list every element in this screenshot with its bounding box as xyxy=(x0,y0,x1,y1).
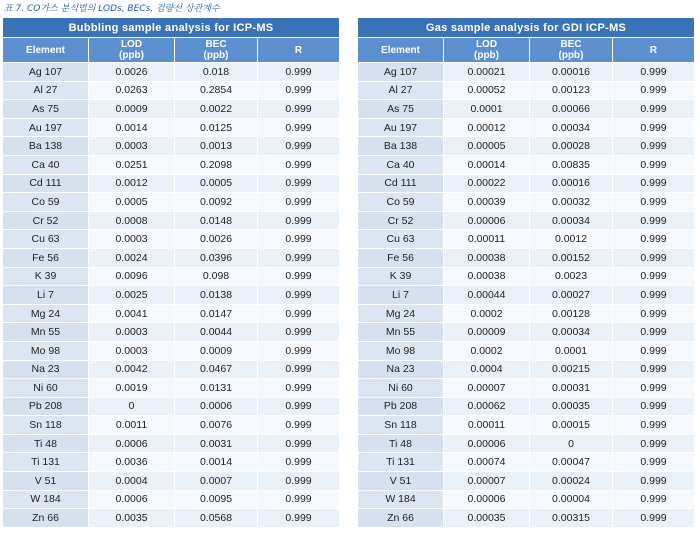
lod-cell: 0.0011 xyxy=(89,416,175,435)
lod-cell: 0 xyxy=(89,397,175,416)
table-row xyxy=(358,174,695,193)
r-cell: 0.999 xyxy=(258,286,340,305)
element-cell: W 184 xyxy=(3,490,89,509)
table-row xyxy=(3,155,340,174)
table-row xyxy=(3,286,340,305)
r-cell: 0.999 xyxy=(258,509,340,528)
bec-cell: 0.0007 xyxy=(175,472,258,491)
r-cell: 0.999 xyxy=(613,286,695,305)
lod-cell: 0.00011 xyxy=(444,230,530,249)
r-cell: 0.999 xyxy=(613,379,695,398)
header-label: LOD xyxy=(120,39,143,50)
table-row xyxy=(358,434,695,453)
r-cell: 0.999 xyxy=(258,81,340,100)
lod-cell: 0.0025 xyxy=(89,286,175,305)
r-cell: 0.999 xyxy=(258,267,340,286)
table-row xyxy=(358,360,695,379)
bec-cell: 0.00004 xyxy=(530,490,613,509)
bec-cell: 0.0467 xyxy=(175,360,258,379)
lod-cell: 0.0014 xyxy=(89,118,175,137)
lod-cell: 0.00014 xyxy=(444,155,530,174)
element-cell: As 75 xyxy=(3,100,89,119)
bec-cell: 0.0076 xyxy=(175,416,258,435)
lod-cell: 0.0024 xyxy=(89,248,175,267)
bec-cell: 0.0148 xyxy=(175,211,258,230)
lod-cell: 0.0035 xyxy=(89,509,175,528)
table-row xyxy=(358,397,695,416)
element-cell: V 51 xyxy=(3,472,89,491)
table-row xyxy=(358,211,695,230)
table-title: Bubbling sample analysis for ICP-MS xyxy=(3,18,340,38)
lod-cell: 0.0002 xyxy=(444,304,530,323)
bec-cell: 0.00066 xyxy=(530,100,613,119)
element-cell: Mn 55 xyxy=(3,323,89,342)
lod-cell: 0.00012 xyxy=(444,118,530,137)
r-cell: 0.999 xyxy=(613,304,695,323)
table-row xyxy=(3,490,340,509)
table-row xyxy=(3,63,340,82)
bec-cell: 0.0014 xyxy=(175,453,258,472)
header-unit: (ppb) xyxy=(203,50,229,61)
bec-cell: 0.00015 xyxy=(530,416,613,435)
header-unit: (ppb) xyxy=(119,50,144,61)
table-row xyxy=(358,341,695,360)
r-cell: 0.999 xyxy=(258,397,340,416)
bec-cell: 0.0095 xyxy=(175,490,258,509)
bec-cell: 0.00034 xyxy=(530,118,613,137)
element-cell: Cu 63 xyxy=(3,230,89,249)
table-caption: 표 7. CO가스 분석법의 LODs, BECs, 검량선 상관계수 xyxy=(4,4,220,14)
element-cell: Ba 138 xyxy=(3,137,89,156)
table-row xyxy=(358,100,695,119)
element-cell: Li 7 xyxy=(358,286,444,305)
r-cell: 0.999 xyxy=(613,118,695,137)
lod-cell: 0.00022 xyxy=(444,174,530,193)
element-cell: Ti 48 xyxy=(358,434,444,453)
element-cell: Na 23 xyxy=(358,360,444,379)
table-row xyxy=(358,379,695,398)
element-cell: Sn 118 xyxy=(3,416,89,435)
element-cell: Ni 60 xyxy=(3,379,89,398)
r-cell: 0.999 xyxy=(613,81,695,100)
r-cell: 0.999 xyxy=(613,230,695,249)
table-row xyxy=(3,118,340,137)
element-cell: Zn 66 xyxy=(3,509,89,528)
r-cell: 0.999 xyxy=(258,248,340,267)
lod-cell: 0.0005 xyxy=(89,193,175,212)
lod-cell: 0.0006 xyxy=(89,490,175,509)
table-row xyxy=(3,248,340,267)
r-cell: 0.999 xyxy=(613,341,695,360)
bec-cell: 0.00032 xyxy=(530,193,613,212)
lod-cell: 0.00035 xyxy=(444,509,530,528)
table-row xyxy=(358,248,695,267)
bec-cell: 0.00835 xyxy=(530,155,613,174)
column-header-r: R xyxy=(613,38,695,63)
r-cell: 0.999 xyxy=(258,453,340,472)
table-row xyxy=(3,323,340,342)
lod-cell: 0.00007 xyxy=(444,472,530,491)
r-cell: 0.999 xyxy=(613,267,695,286)
lod-cell: 0.0001 xyxy=(444,100,530,119)
bec-cell: 0.00128 xyxy=(530,304,613,323)
element-cell: Co 59 xyxy=(358,193,444,212)
lod-cell: 0.00005 xyxy=(444,137,530,156)
r-cell: 0.999 xyxy=(258,323,340,342)
table-row xyxy=(3,509,340,528)
table-row xyxy=(358,63,695,82)
r-cell: 0.999 xyxy=(258,304,340,323)
lod-cell: 0.00038 xyxy=(444,267,530,286)
lod-cell: 0.0006 xyxy=(89,434,175,453)
element-cell: Al 27 xyxy=(358,81,444,100)
lod-cell: 0.00038 xyxy=(444,248,530,267)
bec-cell: 0.0031 xyxy=(175,434,258,453)
element-cell: Mo 98 xyxy=(358,341,444,360)
r-cell: 0.999 xyxy=(613,434,695,453)
r-cell: 0.999 xyxy=(613,397,695,416)
column-header-r: R xyxy=(258,38,340,63)
element-cell: Cr 52 xyxy=(358,211,444,230)
bec-cell: 0.0131 xyxy=(175,379,258,398)
element-cell: Co 59 xyxy=(3,193,89,212)
element-cell: Ti 48 xyxy=(3,434,89,453)
table-row xyxy=(3,211,340,230)
column-header-bec xyxy=(175,38,258,63)
element-cell: Ti 131 xyxy=(358,453,444,472)
element-cell: K 39 xyxy=(358,267,444,286)
table-row xyxy=(358,118,695,137)
lod-cell: 0.0003 xyxy=(89,230,175,249)
table-row xyxy=(3,267,340,286)
table-row xyxy=(358,304,695,323)
lod-cell: 0.0004 xyxy=(89,472,175,491)
lod-cell: 0.0008 xyxy=(89,211,175,230)
element-cell: Mg 24 xyxy=(358,304,444,323)
column-header-element: Element xyxy=(358,38,444,63)
r-cell: 0.999 xyxy=(258,379,340,398)
element-cell: Mn 55 xyxy=(358,323,444,342)
lod-cell: 0.00007 xyxy=(444,379,530,398)
lod-cell: 0.0026 xyxy=(89,63,175,82)
r-cell: 0.999 xyxy=(258,341,340,360)
bec-cell: 0.2098 xyxy=(175,155,258,174)
element-cell: Pb 208 xyxy=(358,397,444,416)
element-cell: Cr 52 xyxy=(3,211,89,230)
bec-cell: 0.0022 xyxy=(175,100,258,119)
lod-cell: 0.0004 xyxy=(444,360,530,379)
table-row xyxy=(3,397,340,416)
r-cell: 0.999 xyxy=(258,155,340,174)
table-row xyxy=(3,174,340,193)
r-cell: 0.999 xyxy=(258,63,340,82)
lod-cell: 0.00009 xyxy=(444,323,530,342)
table-title: Gas sample analysis for GDI ICP-MS xyxy=(358,18,695,38)
table-row xyxy=(3,434,340,453)
element-cell: Ca 40 xyxy=(358,155,444,174)
bec-cell: 0.00034 xyxy=(530,211,613,230)
lod-cell: 0.00039 xyxy=(444,193,530,212)
lod-cell: 0.00062 xyxy=(444,397,530,416)
r-cell: 0.999 xyxy=(613,100,695,119)
r-cell: 0.999 xyxy=(258,137,340,156)
column-header-element: Element xyxy=(3,38,89,63)
element-cell: Mo 98 xyxy=(3,341,89,360)
bec-cell: 0 xyxy=(530,434,613,453)
bec-cell: 0.00016 xyxy=(530,63,613,82)
header-label: BEC xyxy=(560,39,582,50)
bubbling-table xyxy=(2,17,340,528)
element-cell: W 184 xyxy=(358,490,444,509)
bec-cell: 0.018 xyxy=(175,63,258,82)
bec-cell: 0.0026 xyxy=(175,230,258,249)
lod-cell: 0.00074 xyxy=(444,453,530,472)
bec-cell: 0.0005 xyxy=(175,174,258,193)
bec-cell: 0.2854 xyxy=(175,81,258,100)
table-row xyxy=(3,360,340,379)
table-row xyxy=(3,81,340,100)
element-cell: Ag 107 xyxy=(358,63,444,82)
bec-cell: 0.0006 xyxy=(175,397,258,416)
lod-cell: 0.00006 xyxy=(444,211,530,230)
lod-cell: 0.0003 xyxy=(89,341,175,360)
element-cell: Al 27 xyxy=(3,81,89,100)
r-cell: 0.999 xyxy=(613,323,695,342)
r-cell: 0.999 xyxy=(613,193,695,212)
bec-cell: 0.00028 xyxy=(530,137,613,156)
element-cell: Zn 66 xyxy=(358,509,444,528)
table-body xyxy=(358,63,695,528)
table-row xyxy=(3,472,340,491)
r-cell: 0.999 xyxy=(258,118,340,137)
header-unit: (ppb) xyxy=(558,50,584,61)
element-cell: Au 197 xyxy=(3,118,89,137)
table-row xyxy=(358,267,695,286)
lod-cell: 0.0251 xyxy=(89,155,175,174)
table-row xyxy=(358,472,695,491)
r-cell: 0.999 xyxy=(258,230,340,249)
bec-cell: 0.0044 xyxy=(175,323,258,342)
bec-cell: 0.00016 xyxy=(530,174,613,193)
r-cell: 0.999 xyxy=(613,155,695,174)
lod-cell: 0.0003 xyxy=(89,137,175,156)
lod-cell: 0.0012 xyxy=(89,174,175,193)
bec-cell: 0.0092 xyxy=(175,193,258,212)
bec-cell: 0.0138 xyxy=(175,286,258,305)
element-cell: K 39 xyxy=(3,267,89,286)
table-row xyxy=(3,137,340,156)
element-cell: Au 197 xyxy=(358,118,444,137)
gas-table xyxy=(357,17,695,528)
bec-cell: 0.0023 xyxy=(530,267,613,286)
bec-cell: 0.00152 xyxy=(530,248,613,267)
r-cell: 0.999 xyxy=(613,63,695,82)
lod-cell: 0.0003 xyxy=(89,323,175,342)
bec-cell: 0.00315 xyxy=(530,509,613,528)
bec-cell: 0.00034 xyxy=(530,323,613,342)
lod-cell: 0.00006 xyxy=(444,434,530,453)
r-cell: 0.999 xyxy=(613,509,695,528)
table-row xyxy=(358,81,695,100)
lod-cell: 0.0036 xyxy=(89,453,175,472)
table-row xyxy=(3,453,340,472)
bec-cell: 0.0396 xyxy=(175,248,258,267)
element-cell: Ca 40 xyxy=(3,155,89,174)
bec-cell: 0.0012 xyxy=(530,230,613,249)
bec-cell: 0.00047 xyxy=(530,453,613,472)
column-header-lod xyxy=(89,38,175,63)
table-row xyxy=(358,453,695,472)
table-row xyxy=(3,230,340,249)
element-cell: Cu 63 xyxy=(358,230,444,249)
table-row xyxy=(358,490,695,509)
element-cell: Fe 56 xyxy=(358,248,444,267)
element-cell: V 51 xyxy=(358,472,444,491)
lod-cell: 0.0009 xyxy=(89,100,175,119)
element-cell: Pb 208 xyxy=(3,397,89,416)
r-cell: 0.999 xyxy=(258,434,340,453)
r-cell: 0.999 xyxy=(258,490,340,509)
table-row xyxy=(3,304,340,323)
element-cell: Li 7 xyxy=(3,286,89,305)
element-cell: Cd 111 xyxy=(358,174,444,193)
bec-cell: 0.00035 xyxy=(530,397,613,416)
r-cell: 0.999 xyxy=(258,193,340,212)
element-cell: Ni 60 xyxy=(358,379,444,398)
lod-cell: 0.00021 xyxy=(444,63,530,82)
bec-cell: 0.00123 xyxy=(530,81,613,100)
lod-cell: 0.0002 xyxy=(444,341,530,360)
r-cell: 0.999 xyxy=(613,472,695,491)
column-header-lod xyxy=(444,38,530,63)
lod-cell: 0.00006 xyxy=(444,490,530,509)
r-cell: 0.999 xyxy=(258,211,340,230)
r-cell: 0.999 xyxy=(258,472,340,491)
bec-cell: 0.00031 xyxy=(530,379,613,398)
r-cell: 0.999 xyxy=(258,174,340,193)
lod-cell: 0.00011 xyxy=(444,416,530,435)
lod-cell: 0.0019 xyxy=(89,379,175,398)
header-unit: (ppb) xyxy=(474,50,499,61)
lod-cell: 0.0263 xyxy=(89,81,175,100)
r-cell: 0.999 xyxy=(613,490,695,509)
r-cell: 0.999 xyxy=(613,453,695,472)
table-row xyxy=(3,193,340,212)
bec-cell: 0.00027 xyxy=(530,286,613,305)
table-row xyxy=(3,341,340,360)
element-cell: Na 23 xyxy=(3,360,89,379)
bec-cell: 0.00024 xyxy=(530,472,613,491)
r-cell: 0.999 xyxy=(613,416,695,435)
element-cell: Sn 118 xyxy=(358,416,444,435)
column-header-bec xyxy=(530,38,613,63)
bec-cell: 0.0009 xyxy=(175,341,258,360)
table-row xyxy=(3,100,340,119)
lod-cell: 0.00052 xyxy=(444,81,530,100)
lod-cell: 0.00044 xyxy=(444,286,530,305)
r-cell: 0.999 xyxy=(258,360,340,379)
r-cell: 0.999 xyxy=(613,137,695,156)
r-cell: 0.999 xyxy=(613,174,695,193)
table-row xyxy=(358,230,695,249)
element-cell: Cd 111 xyxy=(3,174,89,193)
header-label: BEC xyxy=(205,39,227,50)
element-cell: Fe 56 xyxy=(3,248,89,267)
element-cell: Ba 138 xyxy=(358,137,444,156)
table-row xyxy=(358,193,695,212)
table-row xyxy=(358,286,695,305)
element-cell: Ti 131 xyxy=(3,453,89,472)
table-row xyxy=(358,155,695,174)
lod-cell: 0.0096 xyxy=(89,267,175,286)
table-row xyxy=(358,137,695,156)
bec-cell: 0.00215 xyxy=(530,360,613,379)
r-cell: 0.999 xyxy=(613,248,695,267)
element-cell: Mg 24 xyxy=(3,304,89,323)
bec-cell: 0.0147 xyxy=(175,304,258,323)
table-row xyxy=(3,379,340,398)
bec-cell: 0.098 xyxy=(175,267,258,286)
table-body xyxy=(3,63,340,528)
bec-cell: 0.0001 xyxy=(530,341,613,360)
bec-cell: 0.0125 xyxy=(175,118,258,137)
r-cell: 0.999 xyxy=(258,416,340,435)
r-cell: 0.999 xyxy=(258,100,340,119)
header-label: LOD xyxy=(475,39,498,50)
element-cell: Ag 107 xyxy=(3,63,89,82)
bec-cell: 0.0568 xyxy=(175,509,258,528)
bec-cell: 0.0013 xyxy=(175,137,258,156)
element-cell: As 75 xyxy=(358,100,444,119)
table-row xyxy=(358,323,695,342)
r-cell: 0.999 xyxy=(613,211,695,230)
table-row xyxy=(358,509,695,528)
table-row xyxy=(3,416,340,435)
r-cell: 0.999 xyxy=(613,360,695,379)
lod-cell: 0.0042 xyxy=(89,360,175,379)
table-row xyxy=(358,416,695,435)
lod-cell: 0.0041 xyxy=(89,304,175,323)
